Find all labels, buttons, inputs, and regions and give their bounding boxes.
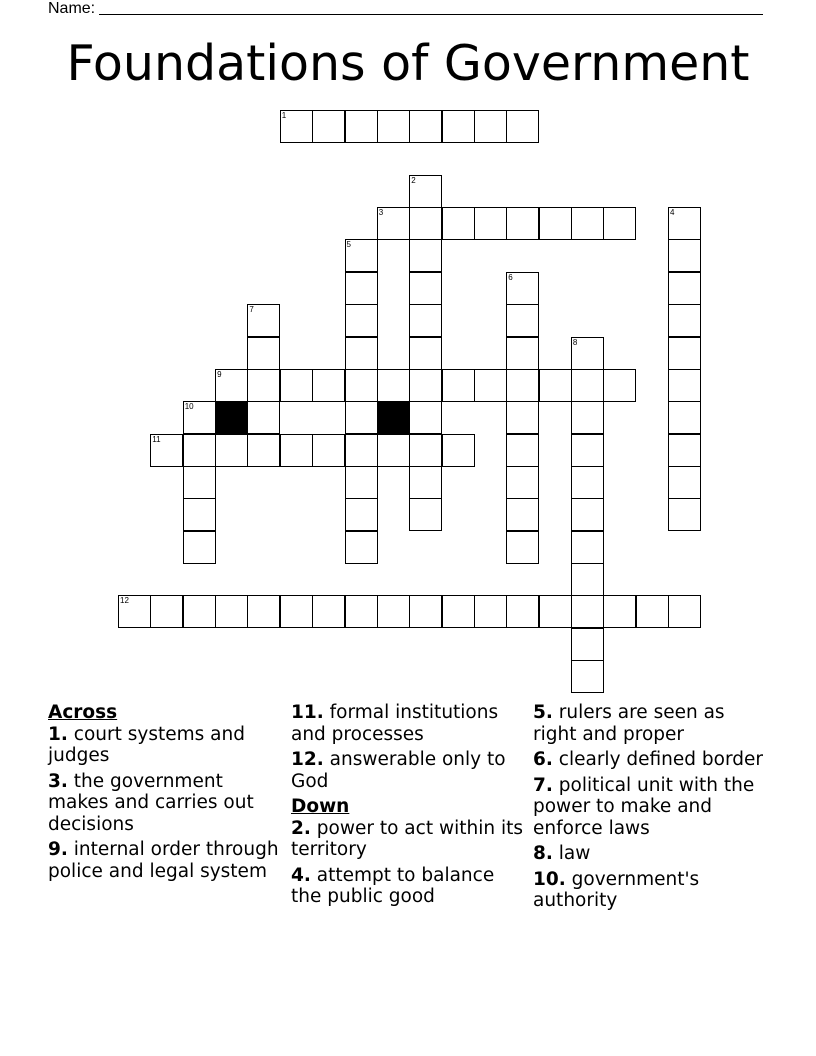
- grid-cell[interactable]: [571, 337, 604, 370]
- grid-cell[interactable]: [442, 369, 475, 402]
- grid-cell[interactable]: [668, 207, 701, 240]
- clue-down-7: 7. political unit with the power to make and enforce laws: [533, 774, 755, 839]
- across-heading: Across: [48, 702, 118, 723]
- grid-cell[interactable]: [571, 434, 604, 467]
- grid-cell[interactable]: [345, 401, 378, 434]
- grid-cell[interactable]: [571, 563, 604, 596]
- clue-number-12: 12: [120, 596, 129, 606]
- grid-cell[interactable]: [409, 498, 442, 531]
- grid-cell[interactable]: [442, 434, 475, 467]
- grid-cell[interactable]: [409, 434, 442, 467]
- clue-down-8: 8. law: [533, 843, 591, 864]
- clue-down-5: 5. rulers are seen as right and proper: [533, 702, 725, 745]
- grid-cell[interactable]: [474, 110, 507, 143]
- clue-across-11: 11. formal institutions and processes: [291, 702, 499, 745]
- grid-cell[interactable]: [409, 337, 442, 370]
- grid-cell[interactable]: [280, 110, 313, 143]
- clue-number-8: 8: [572, 337, 578, 347]
- grid-cell[interactable]: [409, 401, 442, 434]
- grid-cell[interactable]: [409, 239, 442, 272]
- grid-cell[interactable]: [571, 207, 604, 240]
- grid-cell[interactable]: [183, 531, 216, 564]
- grid-cell[interactable]: [506, 434, 539, 467]
- grid-cell[interactable]: [183, 498, 216, 531]
- grid-cell[interactable]: [506, 466, 539, 499]
- grid-cell[interactable]: [345, 595, 378, 628]
- clue-across-9: 9. internal order through police and legal system: [48, 839, 279, 882]
- grid-cell[interactable]: [474, 207, 507, 240]
- grid-cell[interactable]: [506, 272, 539, 305]
- grid-cell[interactable]: [571, 498, 604, 531]
- grid-cell[interactable]: [668, 434, 701, 467]
- grid-cell[interactable]: [345, 110, 378, 143]
- grid-cell[interactable]: [506, 369, 539, 402]
- grid-cell[interactable]: [506, 207, 539, 240]
- grid-cell[interactable]: [247, 369, 280, 402]
- page-title: Foundations of Government: [66, 35, 750, 92]
- grid-cell[interactable]: [345, 369, 378, 402]
- clue-across-12: 12. answerable only to God: [291, 749, 506, 792]
- grid-cell[interactable]: [247, 595, 280, 628]
- grid-cell[interactable]: [506, 401, 539, 434]
- grid-cell[interactable]: [409, 595, 442, 628]
- grid-cell[interactable]: [409, 175, 442, 208]
- grid-cell[interactable]: [668, 239, 701, 272]
- grid-cell[interactable]: [506, 531, 539, 564]
- grid-cell[interactable]: [150, 434, 183, 467]
- grid-cell[interactable]: [636, 595, 669, 628]
- grid-cell[interactable]: [668, 369, 701, 402]
- grid-cell[interactable]: [409, 272, 442, 305]
- grid-cell[interactable]: [668, 272, 701, 305]
- grid-cell[interactable]: [506, 304, 539, 337]
- name-label: Name:: [48, 0, 96, 17]
- grid-cell[interactable]: [506, 110, 539, 143]
- grid-cell[interactable]: [345, 304, 378, 337]
- grid-cell[interactable]: [345, 498, 378, 531]
- grid-cell[interactable]: [183, 401, 216, 434]
- grid-cell[interactable]: [603, 207, 636, 240]
- clue-number-4: 4: [670, 208, 675, 218]
- clue-number-10: 10: [184, 402, 194, 412]
- clue-number-9: 9: [217, 369, 222, 379]
- clue-number-11: 11: [152, 434, 161, 444]
- grid-cell[interactable]: [506, 595, 539, 628]
- grid-cell[interactable]: [571, 628, 604, 661]
- clue-down-6: 6. clearly defined border: [533, 749, 763, 770]
- clue-number-7: 7: [249, 305, 254, 315]
- grid-cell[interactable]: [345, 337, 378, 370]
- grid-cell[interactable]: [442, 110, 475, 143]
- grid-cell[interactable]: [312, 434, 345, 467]
- grid-cell[interactable]: [345, 239, 378, 272]
- grid-cell[interactable]: [345, 272, 378, 305]
- grid-block-cell: [215, 401, 248, 434]
- clue-down-4: 4. attempt to balance the public good: [291, 864, 495, 907]
- grid-cell[interactable]: [280, 595, 313, 628]
- grid-cell[interactable]: [539, 369, 572, 402]
- clue-number-5: 5: [346, 240, 351, 250]
- grid-cell[interactable]: [280, 434, 313, 467]
- grid-cell[interactable]: [603, 369, 636, 402]
- grid-cell[interactable]: [215, 369, 248, 402]
- grid-cell[interactable]: [603, 595, 636, 628]
- grid-cell[interactable]: [377, 595, 410, 628]
- grid-cell[interactable]: [345, 434, 378, 467]
- grid-cell[interactable]: [539, 207, 572, 240]
- grid-cell[interactable]: [183, 466, 216, 499]
- grid-cell[interactable]: [183, 434, 216, 467]
- clue-across-1: 1. court systems and judges: [48, 723, 245, 766]
- grid-cell[interactable]: [312, 369, 345, 402]
- grid-cell[interactable]: [668, 595, 701, 628]
- clue-number-1: 1: [281, 111, 287, 120]
- grid-cell[interactable]: [506, 498, 539, 531]
- grid-cell[interactable]: [668, 401, 701, 434]
- grid-cell[interactable]: [571, 401, 604, 434]
- grid-cell[interactable]: [506, 337, 539, 370]
- grid-cell[interactable]: [247, 401, 280, 434]
- grid-cell[interactable]: [215, 595, 248, 628]
- grid-cell[interactable]: [668, 498, 701, 531]
- grid-cell[interactable]: [409, 466, 442, 499]
- clues-column-2: [291, 702, 523, 912]
- grid-cell[interactable]: [442, 207, 475, 240]
- clue-down-10: 10. government's authority: [533, 868, 700, 911]
- grid-cell[interactable]: [377, 110, 410, 143]
- down-heading: Down: [291, 796, 350, 817]
- grid-cell[interactable]: [409, 207, 442, 240]
- grid-cell[interactable]: [345, 466, 378, 499]
- grid-cell[interactable]: [377, 369, 410, 402]
- grid-cell[interactable]: [247, 337, 280, 370]
- grid-cell[interactable]: [668, 337, 701, 370]
- clue-number-2: 2: [411, 175, 416, 185]
- grid-cell[interactable]: [668, 466, 701, 499]
- clue-down-2: 2. power to act within its territory: [291, 817, 523, 860]
- grid-cell[interactable]: [345, 531, 378, 564]
- grid-cell[interactable]: [442, 595, 475, 628]
- grid-cell[interactable]: [377, 434, 410, 467]
- grid-cell[interactable]: [571, 660, 604, 693]
- grid-cell[interactable]: [474, 369, 507, 402]
- grid-cell[interactable]: [215, 434, 248, 467]
- clues-column-3: [533, 702, 773, 916]
- grid-block-cell: [377, 401, 410, 434]
- clue-across-3: 3. the government makes and carries out decisions: [48, 770, 254, 835]
- grid-cell[interactable]: [280, 369, 313, 402]
- grid-cell[interactable]: [474, 595, 507, 628]
- grid-cell[interactable]: [409, 304, 442, 337]
- grid-cell[interactable]: [668, 304, 701, 337]
- grid-cell[interactable]: [409, 369, 442, 402]
- grid-cell[interactable]: [247, 434, 280, 467]
- grid-cell[interactable]: [183, 595, 216, 628]
- grid-cell[interactable]: [571, 369, 604, 402]
- grid-cell[interactable]: [312, 595, 345, 628]
- grid-cell[interactable]: [539, 595, 572, 628]
- clue-number-6: 6: [508, 272, 513, 282]
- grid-cell[interactable]: [118, 595, 151, 628]
- grid-cell[interactable]: [409, 110, 442, 143]
- clue-number-3: 3: [378, 208, 384, 218]
- clues-column-1: [48, 702, 280, 886]
- grid-cell[interactable]: [312, 110, 345, 143]
- grid-cell[interactable]: [247, 304, 280, 337]
- grid-cell[interactable]: [377, 207, 410, 240]
- grid-cell[interactable]: [150, 595, 183, 628]
- grid-cell[interactable]: [571, 595, 604, 628]
- grid-cell[interactable]: [571, 466, 604, 499]
- grid-cell[interactable]: [571, 531, 604, 564]
